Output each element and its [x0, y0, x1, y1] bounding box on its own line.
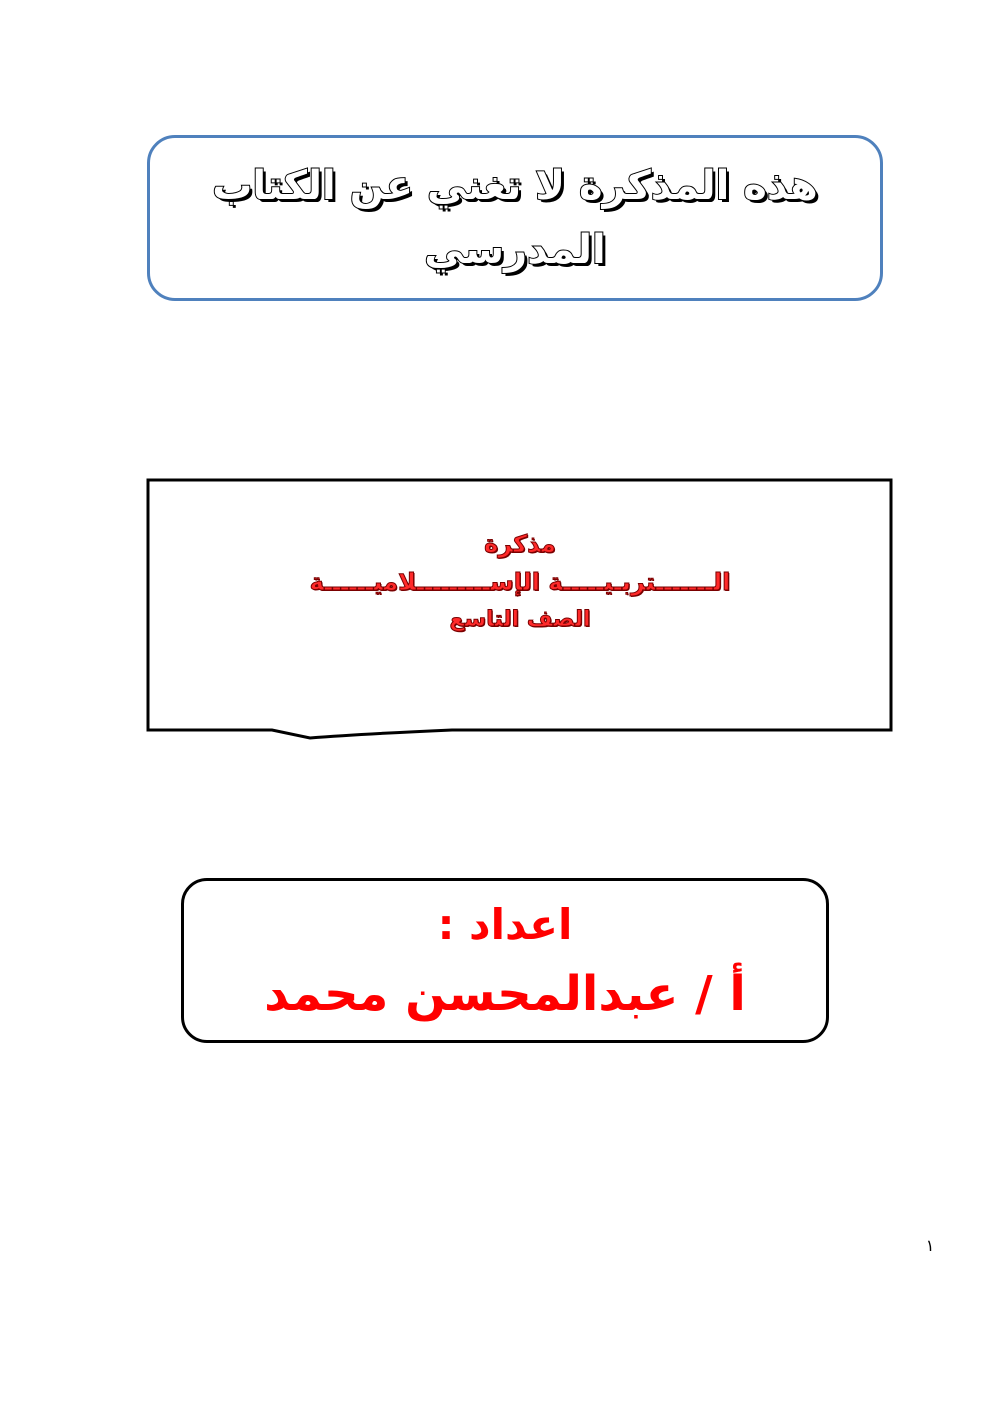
title-box [150, 524, 890, 640]
page-number: ١ [925, 1236, 935, 1255]
notice-box [147, 135, 883, 301]
title-grade: الصف التاسع [449, 607, 591, 632]
title-memo: مذكرة [484, 530, 556, 558]
prepared-by-label: اعداد : [437, 899, 573, 949]
notice-line-1: هذه المذكرة لا تغني عن الكتاب [212, 163, 818, 209]
notice-line-2: المدرسي [424, 227, 606, 273]
author-box [181, 878, 829, 1043]
title-subject: الـــــــتربـيـــــة الإســـــــــلاميــــــة [309, 568, 731, 596]
author-name: أ / عبدالمحسن محمد [264, 965, 746, 1022]
